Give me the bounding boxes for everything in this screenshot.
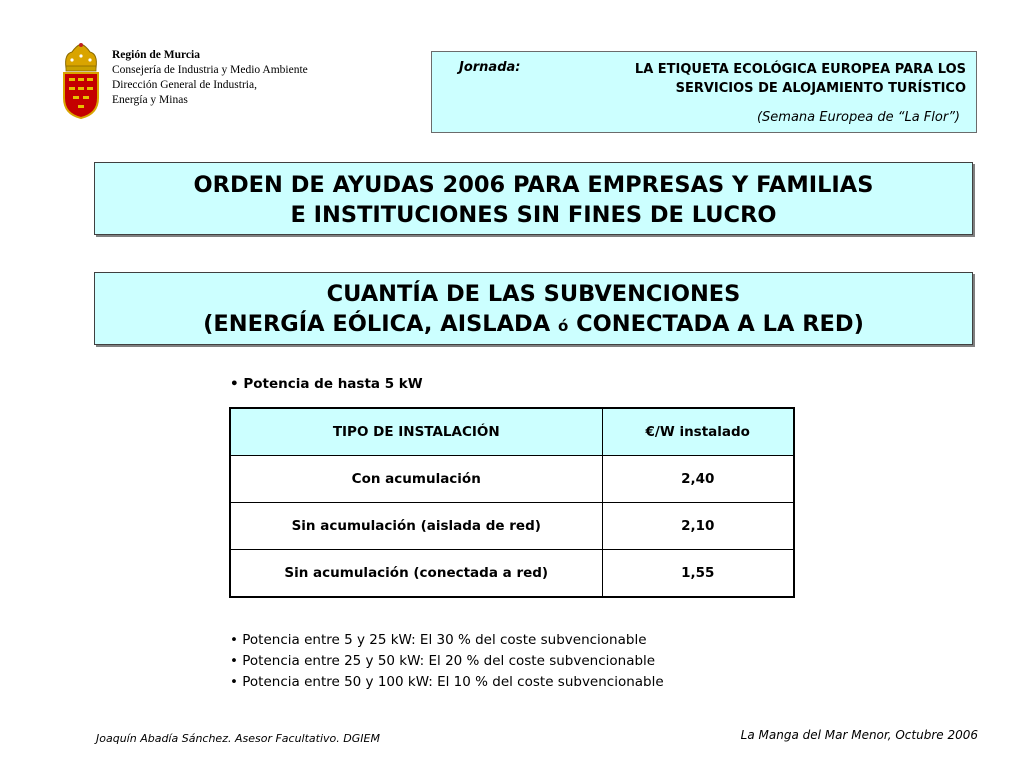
table-header-euro-w: €/W instalado [602, 408, 794, 456]
table-header-tipo: TIPO DE INSTALACIÓN [230, 408, 602, 456]
table-row [230, 503, 794, 550]
table-cell-tipo: Con acumulación [230, 456, 602, 503]
cuantia-title-line-1: CUANTÍA DE LAS SUBVENCIONES [326, 281, 741, 307]
table-cell-valor: 2,40 [602, 456, 794, 503]
power-ranges-list [230, 630, 664, 693]
cuantia-line-2-connector: ó [557, 317, 569, 335]
jornada-title-line-2: SERVICIOS DE ALOJAMIENTO TURÍSTICO [675, 81, 966, 96]
footer-author: Joaquín Abadía Sánchez. Asesor Facultativo. DGIEM [96, 732, 380, 745]
bullet-potencia-text: Potencia de hasta 5 kW [243, 376, 423, 392]
table-header-row [230, 408, 794, 456]
table-cell-tipo: Sin acumulación (aislada de red) [230, 503, 602, 550]
range-text: Potencia entre 5 y 25 kW: El 30 % del coste subvencionable [242, 632, 647, 648]
org-energia: Energía y Minas [112, 94, 188, 106]
footer-place-date: La Manga del Mar Menor, Octubre 2006 [740, 728, 978, 742]
orden-title-line-1: ORDEN DE AYUDAS 2006 PARA EMPRESAS Y FAMILIAS [193, 172, 874, 198]
jornada-label: Jornada: [459, 60, 521, 75]
org-region-name: Región de Murcia [112, 49, 200, 61]
orden-ayudas-title-box [94, 162, 973, 235]
region-murcia-crest-logo [60, 42, 102, 120]
cuantia-title-line-2 [95, 309, 972, 341]
cuantia-line-2-part-b: CONECTADA A LA RED) [568, 311, 864, 337]
org-consejeria: Consejería de Industria y Medio Ambiente [112, 64, 308, 76]
list-item: • Potencia entre 50 y 100 kW: El 10 % del coste subvencionable [230, 674, 664, 690]
table-row [230, 550, 794, 598]
table-row [230, 456, 794, 503]
cuantia-title-box [94, 272, 973, 345]
range-text: Potencia entre 50 y 100 kW: El 10 % del coste subvencionable [242, 674, 664, 690]
list-item: • Potencia entre 25 y 50 kW: El 20 % del coste subvencionable [230, 653, 656, 669]
range-text: Potencia entre 25 y 50 kW: El 20 % del coste subvencionable [242, 653, 656, 669]
table-cell-valor: 1,55 [602, 550, 794, 598]
table-cell-tipo: Sin acumulación (conectada a red) [230, 550, 602, 598]
table-cell-valor: 2,10 [602, 503, 794, 550]
orden-title-line-2: E INSTITUCIONES SIN FINES DE LUCRO [290, 202, 777, 228]
bullet-potencia-hasta-5kw [230, 376, 423, 392]
cuantia-line-2-part-a: (ENERGÍA EÓLICA, AISLADA [203, 311, 558, 337]
jornada-title-line-1: LA ETIQUETA ECOLÓGICA EUROPEA PARA LOS [634, 62, 966, 77]
org-direccion: Dirección General de Industria, [112, 79, 257, 91]
organization-block [112, 48, 308, 108]
subvenciones-table [229, 407, 795, 598]
list-item: • Potencia entre 5 y 25 kW: El 30 % del coste subvencionable [230, 632, 647, 648]
jornada-box [431, 51, 977, 133]
bullet-dot: • [230, 376, 244, 392]
jornada-subtitle: (Semana Europea de “La Flor”) [756, 110, 960, 125]
jornada-title [635, 60, 966, 98]
